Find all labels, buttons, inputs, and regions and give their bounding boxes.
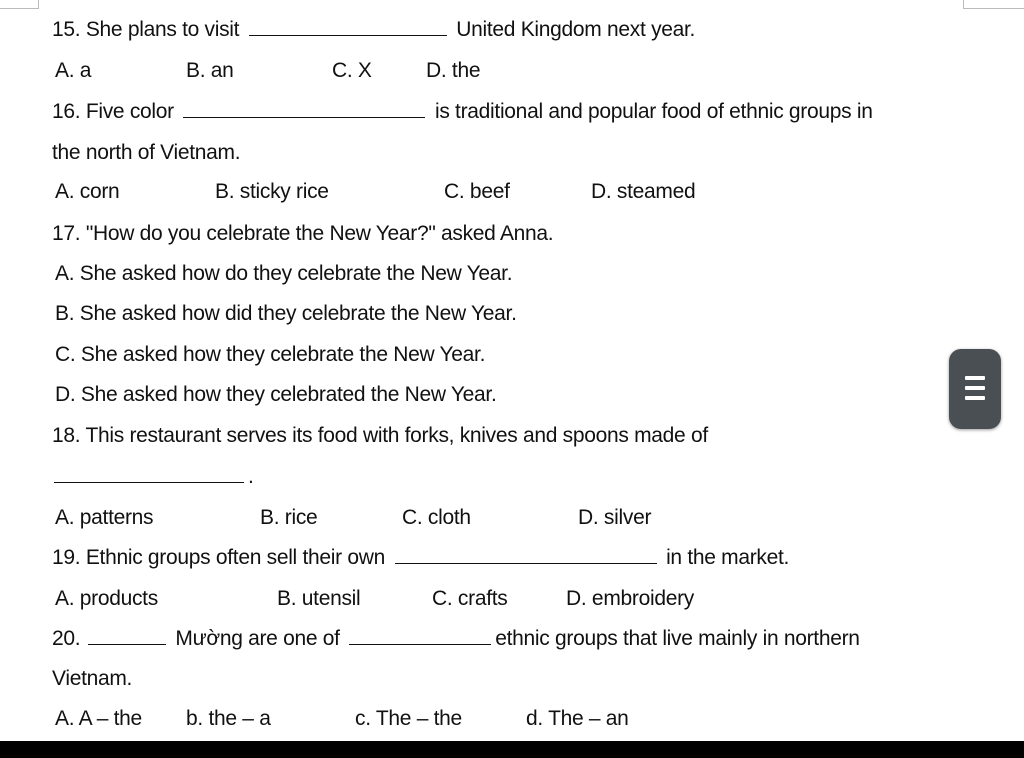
page-corner-right bbox=[963, 0, 1024, 9]
q20-option-a[interactable]: A. A – the bbox=[55, 707, 142, 730]
q15-option-b[interactable]: B. an bbox=[186, 59, 234, 82]
q19-option-a[interactable]: A. products bbox=[55, 587, 158, 610]
q15-option-d[interactable]: D. the bbox=[426, 59, 481, 82]
question-18-blank-line bbox=[52, 465, 254, 489]
question-15-text-b: United Kingdom next year. bbox=[456, 18, 696, 41]
question-15-text-a: 15. She plans to visit bbox=[52, 18, 240, 41]
question-19-stem bbox=[52, 546, 789, 570]
q17-option-b[interactable]: B. She asked how did they celebrate the New Year. bbox=[55, 302, 517, 325]
question-18-stem: 18. This restaurant serves its food with forks, knives and spoons made of bbox=[52, 424, 708, 447]
question-16-text-b: is traditional and popular food of ethnic groups in bbox=[434, 100, 873, 123]
question-20-stem bbox=[52, 627, 860, 651]
q19-option-c[interactable]: C. crafts bbox=[432, 587, 508, 610]
question-19-text-a: 19. Ethnic groups often sell their own bbox=[52, 546, 385, 569]
question-17-stem: 17. "How do you celebrate the New Year?" asked Anna. bbox=[52, 222, 554, 245]
q17-option-c[interactable]: C. She asked how they celebrate the New Year. bbox=[55, 343, 486, 366]
floating-menu-button[interactable] bbox=[949, 349, 1001, 429]
q16-option-a[interactable]: A. corn bbox=[55, 180, 120, 203]
question-16-stem-cont: the north of Vietnam. bbox=[52, 141, 241, 164]
q18-option-a[interactable]: A. patterns bbox=[55, 506, 154, 529]
q17-option-a[interactable]: A. She asked how do they celebrate the New Year. bbox=[55, 262, 513, 285]
question-15-stem bbox=[52, 18, 695, 42]
q18-option-d[interactable]: D. silver bbox=[578, 506, 652, 529]
question-19-blank bbox=[395, 561, 657, 564]
q20-option-c[interactable]: c. The – the bbox=[355, 707, 462, 730]
question-20-text-b: ethnic groups that live mainly in northern bbox=[495, 627, 860, 650]
question-16-stem bbox=[52, 100, 873, 124]
question-16-text-a: 16. Five color bbox=[52, 100, 174, 123]
question-19-text-b: in the market. bbox=[666, 546, 790, 569]
question-18-end: . bbox=[248, 465, 254, 488]
q18-option-c[interactable]: C. cloth bbox=[402, 506, 471, 529]
q15-option-c[interactable]: C. X bbox=[332, 59, 372, 82]
q17-option-d[interactable]: D. She asked how they celebrated the New Year. bbox=[55, 383, 497, 406]
q16-option-c[interactable]: C. beef bbox=[444, 180, 510, 203]
question-20-blank-1 bbox=[88, 642, 166, 645]
q19-option-d[interactable]: D. embroidery bbox=[566, 587, 694, 610]
q16-option-b[interactable]: B. sticky rice bbox=[215, 180, 329, 203]
q15-option-a[interactable]: A. a bbox=[55, 59, 92, 82]
q19-option-b[interactable]: B. utensil bbox=[277, 587, 361, 610]
question-15-blank bbox=[249, 33, 447, 36]
q20-option-b[interactable]: b. the – a bbox=[186, 707, 271, 730]
q18-option-b[interactable]: B. rice bbox=[260, 506, 318, 529]
question-20-blank-2 bbox=[349, 642, 491, 645]
q20-option-d[interactable]: d. The – an bbox=[526, 707, 629, 730]
question-18-blank bbox=[54, 480, 244, 483]
q16-option-d[interactable]: D. steamed bbox=[591, 180, 696, 203]
page-corner-left bbox=[0, 0, 39, 9]
question-20-stem-cont: Vietnam. bbox=[52, 667, 133, 690]
question-16-blank bbox=[183, 115, 425, 118]
question-20-text-a: Mường are one of bbox=[175, 627, 340, 650]
question-20-number: 20. bbox=[52, 627, 81, 650]
bottom-bar bbox=[0, 741, 1024, 758]
